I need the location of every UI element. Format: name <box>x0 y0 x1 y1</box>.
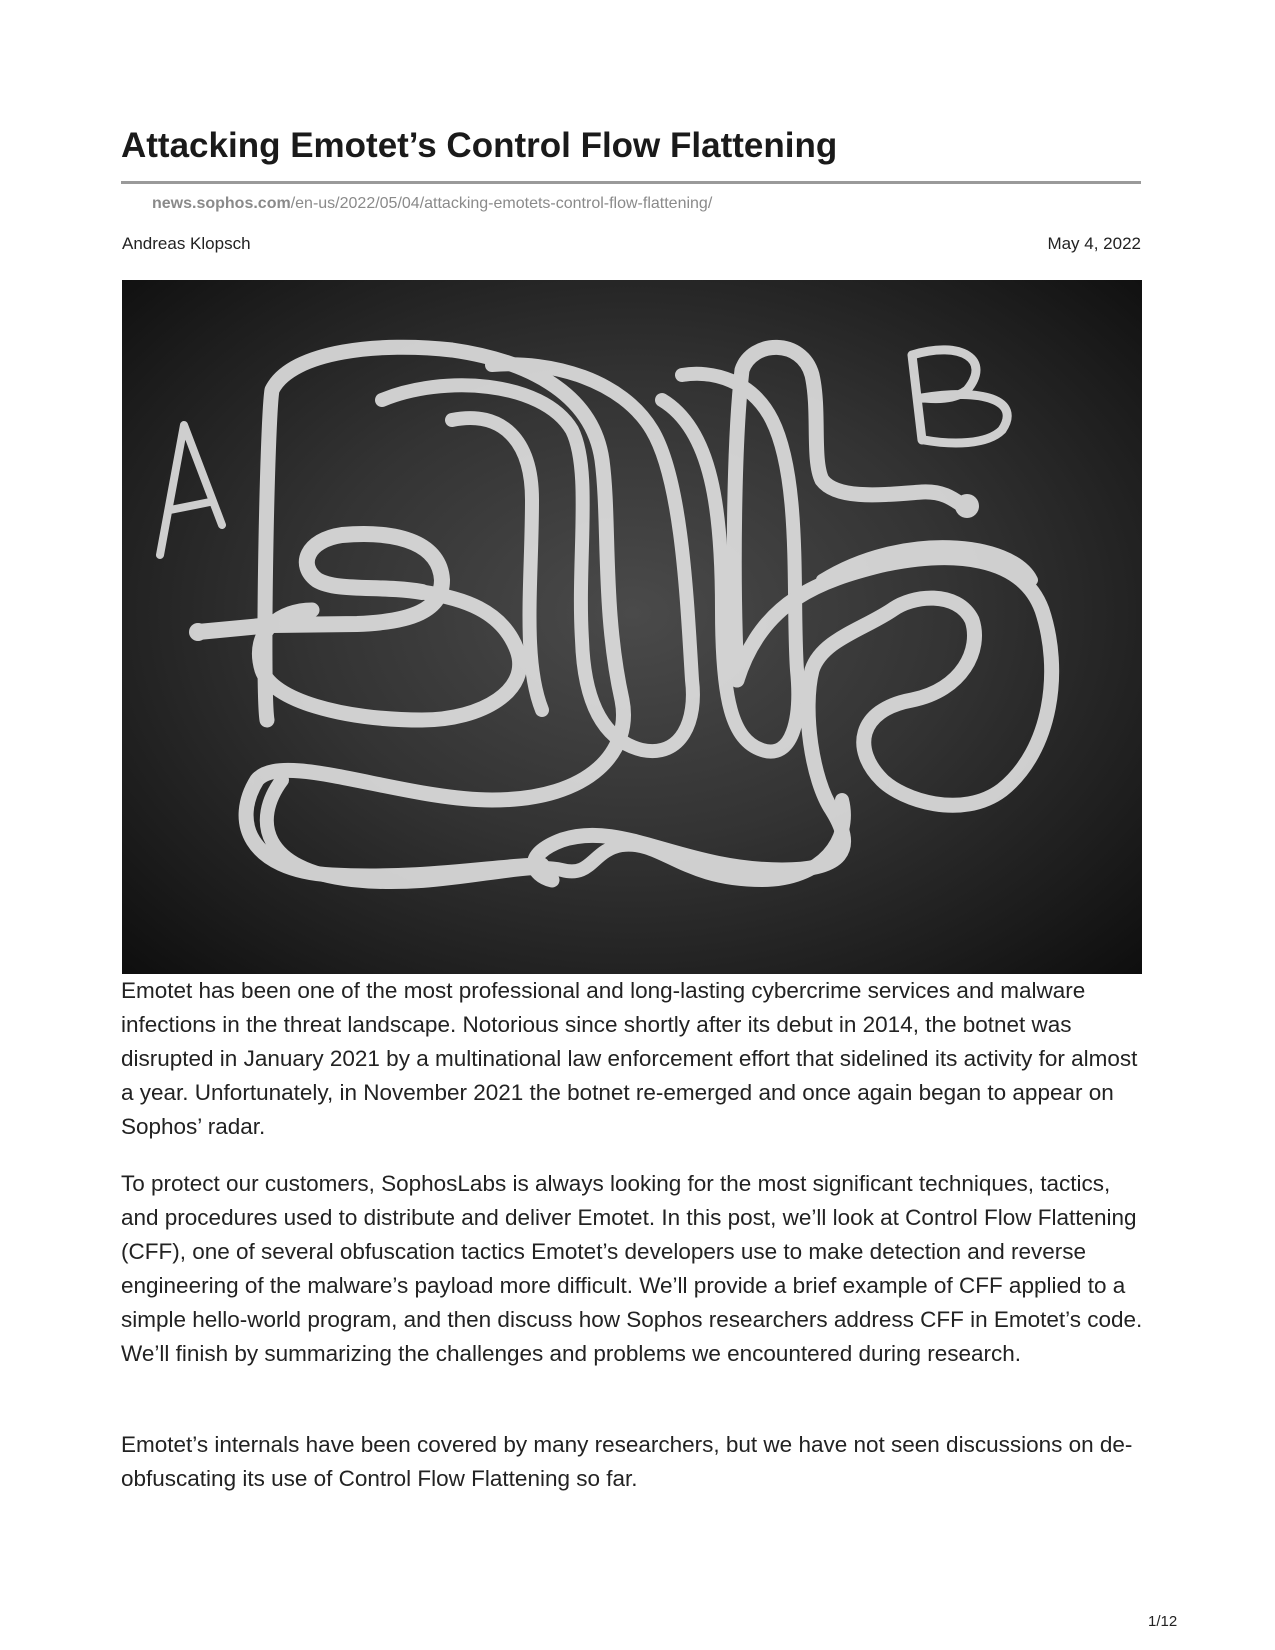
body-paragraph-1: Emotet has been one of the most professional and long-lasting cybercrime services and malware infections in the threat landscape. Notorious since shortly after its debut in 2014, the botnet was disrupted in January 2021 by a multinational law enforcement effort that sidelined its activity for almost a year. Unfortunately, in November 2021 the botnet re-emerged and once again began to appear on Sophos’ radar. <box>121 978 1138 1139</box>
source-path: /en-us/2022/05/04/attacking-emotets-control-flow-flattening/ <box>290 195 713 212</box>
chalk-letter-a-strokes <box>160 425 222 555</box>
maze-path-left-loop <box>198 534 442 632</box>
author-name: Andreas Klopsch <box>122 234 251 253</box>
label-b: B <box>942 410 943 411</box>
maze-start-a-dot <box>189 623 207 641</box>
label-a: A <box>182 520 183 521</box>
hero-image-chalk-maze <box>122 280 1142 974</box>
maze-endpoint-b-dot <box>955 494 979 518</box>
body-paragraph-2: To protect our customers, SophosLabs is always looking for the most significant techniques, tactics, and procedures used to distribute and deliver Emotet. In this post, we’ll look at Control Flow Flattening (CFF), one of several obfuscation tactics Emotet’s developers use to make detection and reverse engineering of the malware’s payload more difficult. We’ll provide a brief example of CFF applied to a simple hello-world program, and then discuss how Sophos researchers address CFF in Emotet’s code. We’ll finish by summarizing the challenges and problems we encountered during research. <box>121 1171 1143 1366</box>
page-number: 1/12 <box>1148 1613 1178 1630</box>
page-title: Attacking Emotet’s Control Flow Flattening <box>121 126 838 165</box>
publish-date: May 4, 2022 <box>1047 234 1141 253</box>
source-domain: news.sophos.com <box>152 195 291 212</box>
chalk-letter-b-strokes <box>912 350 1007 443</box>
source-url-link[interactable] <box>152 195 712 213</box>
chalk-maze-drawing <box>122 280 1142 974</box>
title-divider <box>121 181 1141 184</box>
body-paragraph-3: Emotet’s internals have been covered by many researchers, but we have not seen discussions on de-obfuscating its use of Control Flow Flattening so far. <box>121 1432 1133 1491</box>
